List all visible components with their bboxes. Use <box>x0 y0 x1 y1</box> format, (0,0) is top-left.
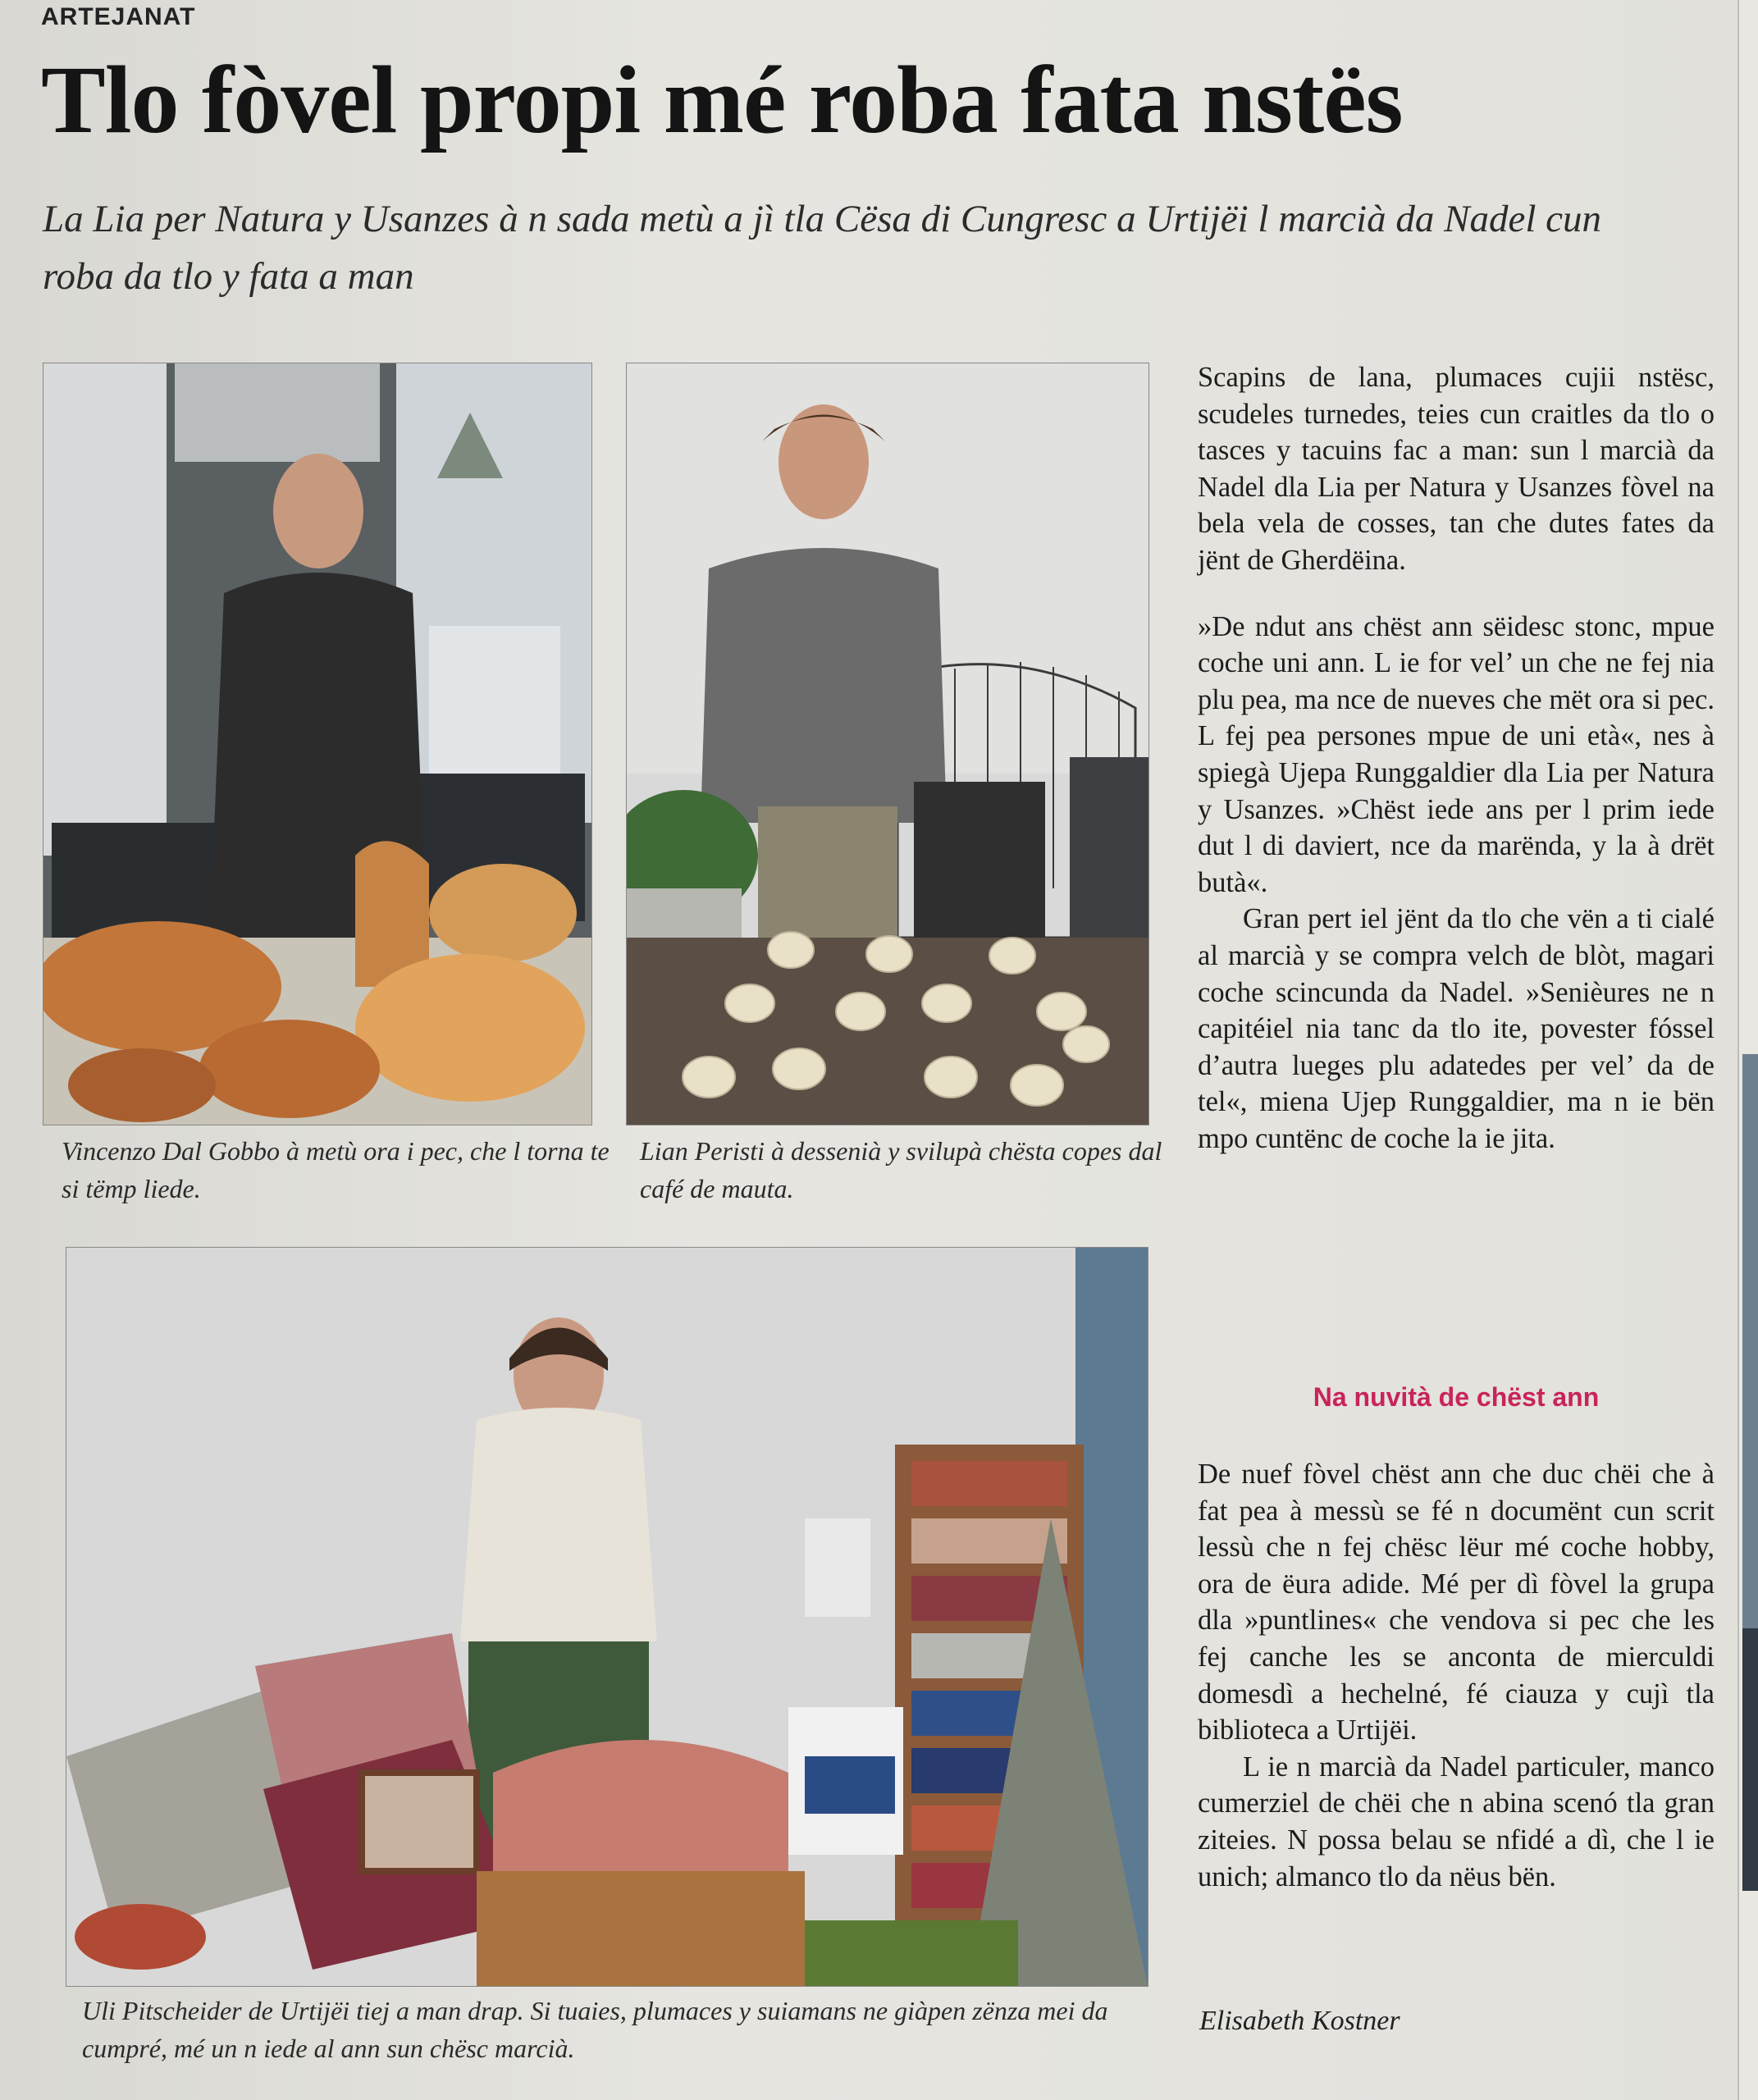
headline: Tlo fòvel propi mé roba fata nstës <box>41 46 1403 153</box>
photo-lian-illustration <box>627 363 1148 1125</box>
article-body-top <box>1198 359 1715 1157</box>
photo-vincenzo-woodwork <box>43 363 592 1125</box>
article-subheading: Na nuvità de chëst ann <box>1313 1382 1600 1412</box>
article-paragraph: Gran pert iel jënt da tlo che vën a ti cialé al marcià y se compra velch de blòt, magari coche scincunda da Nadel. »Senièures ne n capitéiel nia tanc da tlo ite, povester fóssel d’autra lueges plu adatedes per vel’ da de tel«, miena Ujep Runggaldier, ma n ie bën mpo cuntënc de coche la ie jita. <box>1198 903 1715 1154</box>
photo-uli-textiles <box>66 1247 1148 1987</box>
article-paragraph: Scapins de lana, plumaces cujii nstësc, scudeles turnedes, teies cun craitles da tlo o tasces y tacuins fac a man: sun l marcià da Nadel dla Lia per Natura y Usanzes fòvel na bela vela de cosses, tan che dutes fates da jënt de Gherdëina. <box>1198 362 1715 576</box>
subheadline: La Lia per Natura y Usanzes à n sada metù a jì tla Cësa di Cungresc a Urtijëi l marcià da Nadel cun roba da tlo y fata a man <box>43 198 1601 298</box>
byline: Elisabeth Kostner <box>1199 2006 1400 2036</box>
photo-vincenzo-illustration <box>43 363 591 1125</box>
caption-photo-1: Vincenzo Dal Gobbo à metù ora i pec, che l torna te si tëmp liede. <box>62 1136 610 1203</box>
caption-photo-2: Lian Peristi à dessenià y svilupà chësta copes dal café de mauta. <box>640 1136 1162 1203</box>
photo-uli-illustration <box>66 1248 1148 1986</box>
adjacent-page-photo-fragment-dark <box>1742 1628 1758 1891</box>
photo-lian-cups <box>626 363 1149 1125</box>
article-paragraph: L ie n marcià da Nadel particuler, manco cumerziel de chëi che n abina scenó tla gran ziteies. N possa belau se nfidé a dì, che l ie unich; almanco tlo da nëus bën. <box>1198 1751 1715 1892</box>
article-paragraph: De nuef fòvel chëst ann che duc chëi che à fat pea à messù se fé n documënt cun scrit lessù che n fej chësc lëur mé coche hobby, ora de ëura adide. Mé per dì fòvel la grupa dla »puntlines« che vendova si pec che les fej canche les se anconta de mierculdi domesdì a hechelné, fé ciauza y cujì tla biblioteca a Urtijëi. <box>1198 1459 1715 1746</box>
section-label: ARTEJANAT <box>41 3 196 30</box>
adjacent-page-photo-fragment <box>1742 1054 1758 1628</box>
caption-photo-3: Uli Pitscheider de Urtijëi tiej a man drap. Si tuaies, plumaces y suiamans ne giàpen zënza mei da cumpré, mé un n iede al ann sun chësc marcià. <box>82 1996 1108 2063</box>
article-paragraph: »De ndut ans chëst ann sëidesc stonc, mpue coche uni ann. L ie for vel’ un che ne fej nia plu pea, ma nce de nueves che mët ora si pec. L fej pea persones mpue de uni età«, nes à spiegà Ujepa Runggaldier dla Lia per Natura y Usanzes. »Chëst iede ans per l prim iede dut l di daviert, nce da marënda, y la à drët butà«. <box>1198 610 1715 898</box>
article-body-bottom <box>1198 1456 1715 1895</box>
